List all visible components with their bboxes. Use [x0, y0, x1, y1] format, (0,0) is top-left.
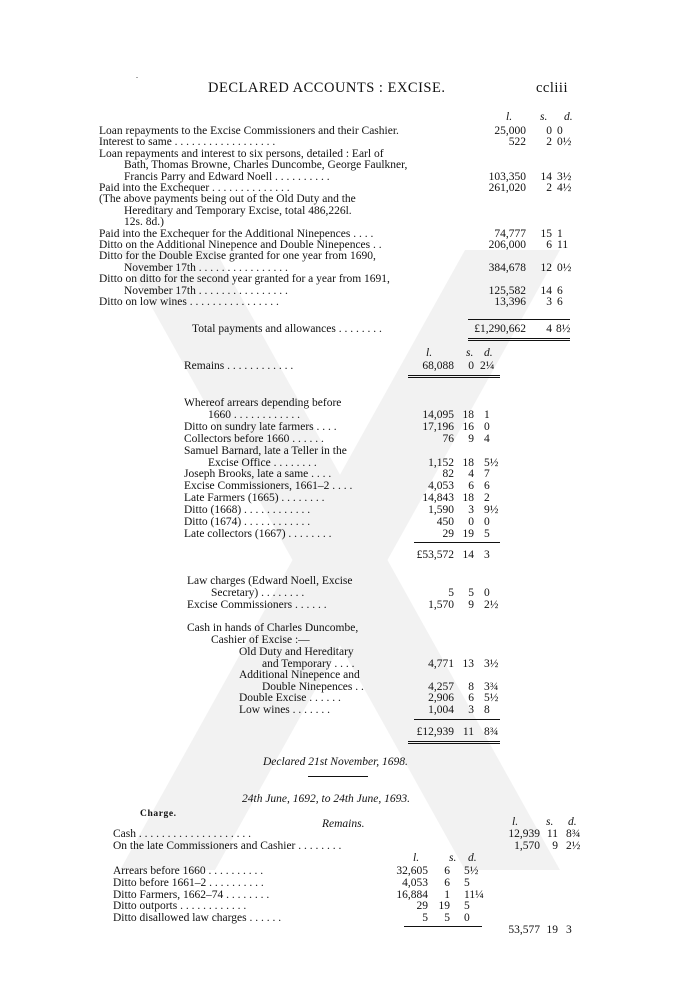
law-s: 9 [468, 598, 474, 611]
charge-label: Cash . . . . . . . . . . . . . . . . . . . . [113, 828, 251, 840]
payment-s: 12 [540, 261, 552, 274]
rule [414, 719, 500, 720]
remains-heading: Remains. [322, 818, 365, 830]
remains-label: Remains . . . . . . . . . . . . [184, 360, 294, 372]
arrears-label: Whereof arrears depending before [184, 397, 342, 409]
cash-l: 2,906 [428, 692, 454, 705]
charge-arrears-s: 6 [444, 876, 450, 889]
charge-arrears-s: 19 [438, 900, 450, 913]
col-head-l: l. [506, 111, 513, 123]
remains-s: 0 [468, 360, 474, 372]
arrears-label: Samuel Barnard, late a Teller in the [184, 444, 347, 457]
col-head-d: d. [564, 111, 573, 123]
page-title: DECLARED ACCOUNTS : EXCISE. [208, 80, 446, 96]
arrears-s: 6 [468, 480, 474, 493]
col-head-l: l. [426, 347, 433, 359]
cash-l: 1,004 [428, 704, 454, 716]
charge-arrears-d: 5 [464, 876, 470, 889]
arrears-l: 1,590 [428, 504, 454, 517]
charge-label: On the late Commissioners and Cashier . . . . . . . . [113, 840, 342, 852]
cash-d: 5½ [484, 692, 499, 705]
arrears-s: 16 [462, 420, 474, 433]
payment-d: 0½ [557, 136, 572, 149]
cash-total-d: 8¾ [484, 726, 499, 738]
payment-l: 25,000 [494, 125, 526, 137]
arrears-l: 29 [442, 527, 454, 540]
rule [468, 319, 570, 320]
cash-s: 13 [462, 657, 474, 670]
arrears-s: 9 [468, 432, 474, 445]
law-d: 0 [484, 586, 490, 599]
payment-label: November 17th . . . . . . . . . . . . . . . . [124, 261, 288, 274]
arrears-l: 14,843 [422, 492, 454, 505]
short-rule [308, 776, 368, 777]
payment-l: 125,582 [488, 284, 526, 297]
charge-arrears-total-l: 53,577 [508, 924, 540, 936]
payment-label: Ditto on low wines . . . . . . . . . . . . . . . . [99, 296, 279, 308]
payment-s: 2 [546, 136, 552, 149]
cash-s: 3 [468, 704, 474, 716]
payment-label: Ditto for the Double Excise granted for one year from 1690, [99, 250, 376, 263]
payment-d: 11 [557, 239, 569, 251]
payment-s: 6 [546, 239, 552, 251]
arrears-s: 18 [462, 456, 474, 469]
arrears-label: Ditto on sundry late farmers . . . . [184, 420, 337, 433]
arrears-l: 17,196 [422, 420, 454, 433]
cash-label: and Temporary . . . . [262, 657, 355, 670]
arrears-label: Ditto (1674) . . . . . . . . . . . . [184, 516, 311, 528]
charge-arrears-label: Ditto Farmers, 1662–74 . . . . . . . . [113, 888, 270, 901]
payment-label: Interest to same . . . . . . . . . . . . . . . . . . [99, 136, 276, 149]
arrears-d: 0 [484, 516, 490, 528]
charge-arrears-s: 6 [444, 865, 450, 877]
arrears-d: 2 [484, 492, 490, 505]
col-head-l: l. [413, 852, 420, 864]
col-head-s: s. [449, 852, 457, 864]
payment-l: 522 [508, 136, 526, 149]
cash-s: 6 [468, 692, 474, 705]
charge-arrears-s: 5 [444, 912, 450, 925]
arrears-total-s: 14 [462, 549, 474, 561]
rule [414, 542, 500, 543]
arrears-d: 5 [484, 527, 490, 540]
declared-date: Declared 21st November, 1698. [263, 756, 408, 768]
arrears-d: 7 [484, 468, 490, 481]
payment-label: Francis Parry and Edward Noell . . . . . . . . . . [124, 170, 330, 183]
law-s: 5 [468, 586, 474, 599]
charge-arrears-l: 32,605 [396, 865, 428, 877]
cash-heading-2: Cashier of Excise :— [211, 634, 310, 646]
cash-heading-1: Cash in hands of Charles Duncombe, [187, 622, 359, 634]
arrears-l: 76 [442, 432, 454, 445]
col-head-d: d. [468, 852, 477, 864]
col-head-d: d. [484, 347, 493, 359]
col-head-d: d. [568, 816, 577, 828]
law-d: 2½ [484, 598, 499, 611]
law-l: 5 [448, 586, 454, 599]
payment-label: (The above payments being out of the Old Duty and the [99, 193, 356, 206]
cash-s: 8 [468, 680, 474, 693]
cash-d: 8 [484, 704, 490, 716]
law-label: Secretary) . . . . . . . . [211, 586, 305, 599]
law-l: 1,570 [428, 598, 454, 611]
charge-s: 11 [546, 828, 558, 840]
payment-l: 384,678 [488, 261, 526, 274]
arrears-label: Ditto (1668) . . . . . . . . . . . . [184, 504, 311, 517]
charge-arrears-l: 4,053 [402, 876, 428, 889]
arrears-s: 18 [462, 408, 474, 421]
charge-arrears-label: Arrears before 1660 . . . . . . . . . . [113, 865, 264, 877]
double-rule [408, 741, 500, 744]
double-rule [468, 338, 570, 341]
charge-l: 12,939 [508, 828, 540, 840]
charge-d: 2½ [566, 840, 581, 852]
cash-label: Double Excise . . . . . . [239, 692, 341, 705]
payment-label: Paid into the Exchequer . . . . . . . . . . . . . . [99, 182, 290, 194]
arrears-d: 1 [484, 408, 490, 421]
payment-s: 14 [540, 170, 552, 183]
arrears-s: 18 [462, 492, 474, 505]
payment-s: 0 [546, 125, 552, 137]
payment-label: Loan repayments to the Excise Commissioners and their Cashier. [99, 125, 399, 137]
arrears-label: Late Farmers (1665) . . . . . . . . [184, 492, 325, 505]
cash-l: 4,771 [428, 657, 454, 670]
cash-l: 4,257 [428, 680, 454, 693]
payment-l: 103,350 [488, 170, 526, 183]
arrears-s: 4 [468, 468, 474, 481]
charge-arrears-s: 1 [444, 888, 450, 901]
payment-l: 261,020 [488, 182, 526, 194]
cash-total-s: 11 [462, 726, 474, 738]
remains-l: 68,088 [422, 360, 454, 372]
charge-arrears-total-s: 19 [546, 924, 558, 936]
arrears-label: Excise Office . . . . . . . . [208, 456, 317, 469]
col-head-l: l. [512, 816, 519, 828]
cash-d: 3¾ [484, 680, 499, 693]
arrears-d: 4 [484, 432, 490, 445]
charge-arrears-l: 16,884 [396, 888, 428, 901]
total-payments-l: £1,290,662 [474, 323, 526, 335]
arrears-label: Late collectors (1667) . . . . . . . . [184, 527, 332, 540]
arrears-s: 0 [468, 516, 474, 528]
arrears-label: Joseph Brooks, late a same . . . . [184, 468, 332, 481]
charge-s: 9 [552, 840, 558, 852]
payment-d: 1 [557, 227, 563, 240]
payment-s: 14 [540, 284, 552, 297]
law-label: Law charges (Edward Noell, Excise [187, 575, 353, 587]
arrears-l: 14,095 [422, 408, 454, 421]
payment-s: 3 [546, 296, 552, 308]
charge-arrears-d: 11¼ [464, 888, 484, 901]
total-payments-d: 8½ [556, 323, 571, 335]
charge-heading: Charge. [140, 809, 177, 819]
arrears-label: Excise Commissioners, 1661–2 . . . . [184, 480, 353, 493]
payment-label: November 17th . . . . . . . . . . . . . . . . [124, 284, 288, 297]
payment-s: 2 [546, 182, 552, 194]
cash-label: Old Duty and Hereditary [239, 646, 354, 658]
payment-label: Ditto on the Additional Ninepence and Double Ninepences . . [99, 239, 382, 251]
cash-label: Additional Ninepence and [239, 669, 360, 682]
charge-arrears-l: 29 [416, 900, 428, 913]
arrears-s: 3 [468, 504, 474, 517]
arrears-total-d: 3 [484, 549, 490, 561]
payment-d: 3½ [557, 170, 572, 183]
payment-label: Paid into the Exchequer for the Additional Ninepences . . . . [99, 227, 374, 240]
arrears-d: 6 [484, 480, 490, 493]
double-rule [408, 375, 500, 378]
col-head-s: s. [466, 347, 474, 359]
arrears-d: 5½ [484, 456, 499, 469]
arrears-total-l: £53,572 [416, 549, 454, 561]
cash-label: Double Ninepences . . [262, 680, 364, 693]
payment-label: Ditto on ditto for the second year granted for a year from 1691, [99, 273, 390, 286]
arrears-label: 1660 . . . . . . . . . . . . [208, 408, 300, 421]
payment-d: 6 [557, 296, 563, 308]
total-payments-s: 4 [546, 323, 552, 335]
page-number: ccliii [536, 80, 568, 96]
payment-s: 15 [540, 227, 552, 240]
payment-label: Hereditary and Temporary Excise, total 486,226l. [124, 204, 352, 217]
arrears-l: 82 [442, 468, 454, 481]
col-head-s: s. [546, 816, 554, 828]
cash-d: 3½ [484, 657, 499, 670]
payment-label: Loan repayments and interest to six persons, detailed : Earl of [99, 147, 384, 160]
payment-d: 6 [557, 284, 563, 297]
charge-arrears-d: 0 [464, 912, 470, 925]
payment-l: 74,777 [494, 227, 526, 240]
charge-arrears-l: 5 [422, 912, 428, 925]
arrears-s: 19 [462, 527, 474, 540]
arrears-d: 0 [484, 420, 490, 433]
charge-l: 1,570 [514, 840, 540, 852]
arrears-label: Collectors before 1660 . . . . . . [184, 432, 324, 445]
charge-arrears-label: Ditto disallowed law charges . . . . . . [113, 912, 282, 925]
remains-d: 2¼ [480, 360, 495, 372]
period-heading: 24th June, 1692, to 24th June, 1693. [242, 793, 411, 805]
payment-label: 12s. 8d.) [124, 216, 164, 229]
arrears-l: 1,152 [428, 456, 454, 469]
payment-d: 4½ [557, 182, 572, 194]
payment-d: 0½ [557, 261, 572, 274]
stray-mark: . [136, 71, 138, 80]
col-head-s: s. [540, 111, 548, 123]
arrears-d: 9½ [484, 504, 499, 517]
payment-label: Bath, Thomas Browne, Charles Duncombe, George Faulkner, [124, 159, 408, 172]
arrears-l: 450 [436, 516, 454, 528]
rule [404, 926, 482, 927]
payment-l: 13,396 [494, 296, 526, 308]
charge-d: 8¾ [566, 828, 581, 840]
arrears-l: 4,053 [428, 480, 454, 493]
charge-arrears-d: 5 [464, 900, 470, 913]
law-label: Excise Commissioners . . . . . . [187, 598, 327, 611]
total-payments-label: Total payments and allowances . . . . . . . . [192, 323, 382, 335]
cash-total-l: £12,939 [416, 726, 454, 738]
charge-arrears-total-d: 3 [566, 924, 572, 936]
payment-d: 0 [557, 125, 563, 137]
charge-arrears-d: 5½ [464, 865, 479, 877]
charge-arrears-label: Ditto before 1661–2 . . . . . . . . . . [113, 876, 264, 889]
cash-label: Low wines . . . . . . . [239, 704, 331, 716]
charge-arrears-label: Ditto outports . . . . . . . . . . . . [113, 900, 247, 913]
payment-l: 206,000 [488, 239, 526, 251]
